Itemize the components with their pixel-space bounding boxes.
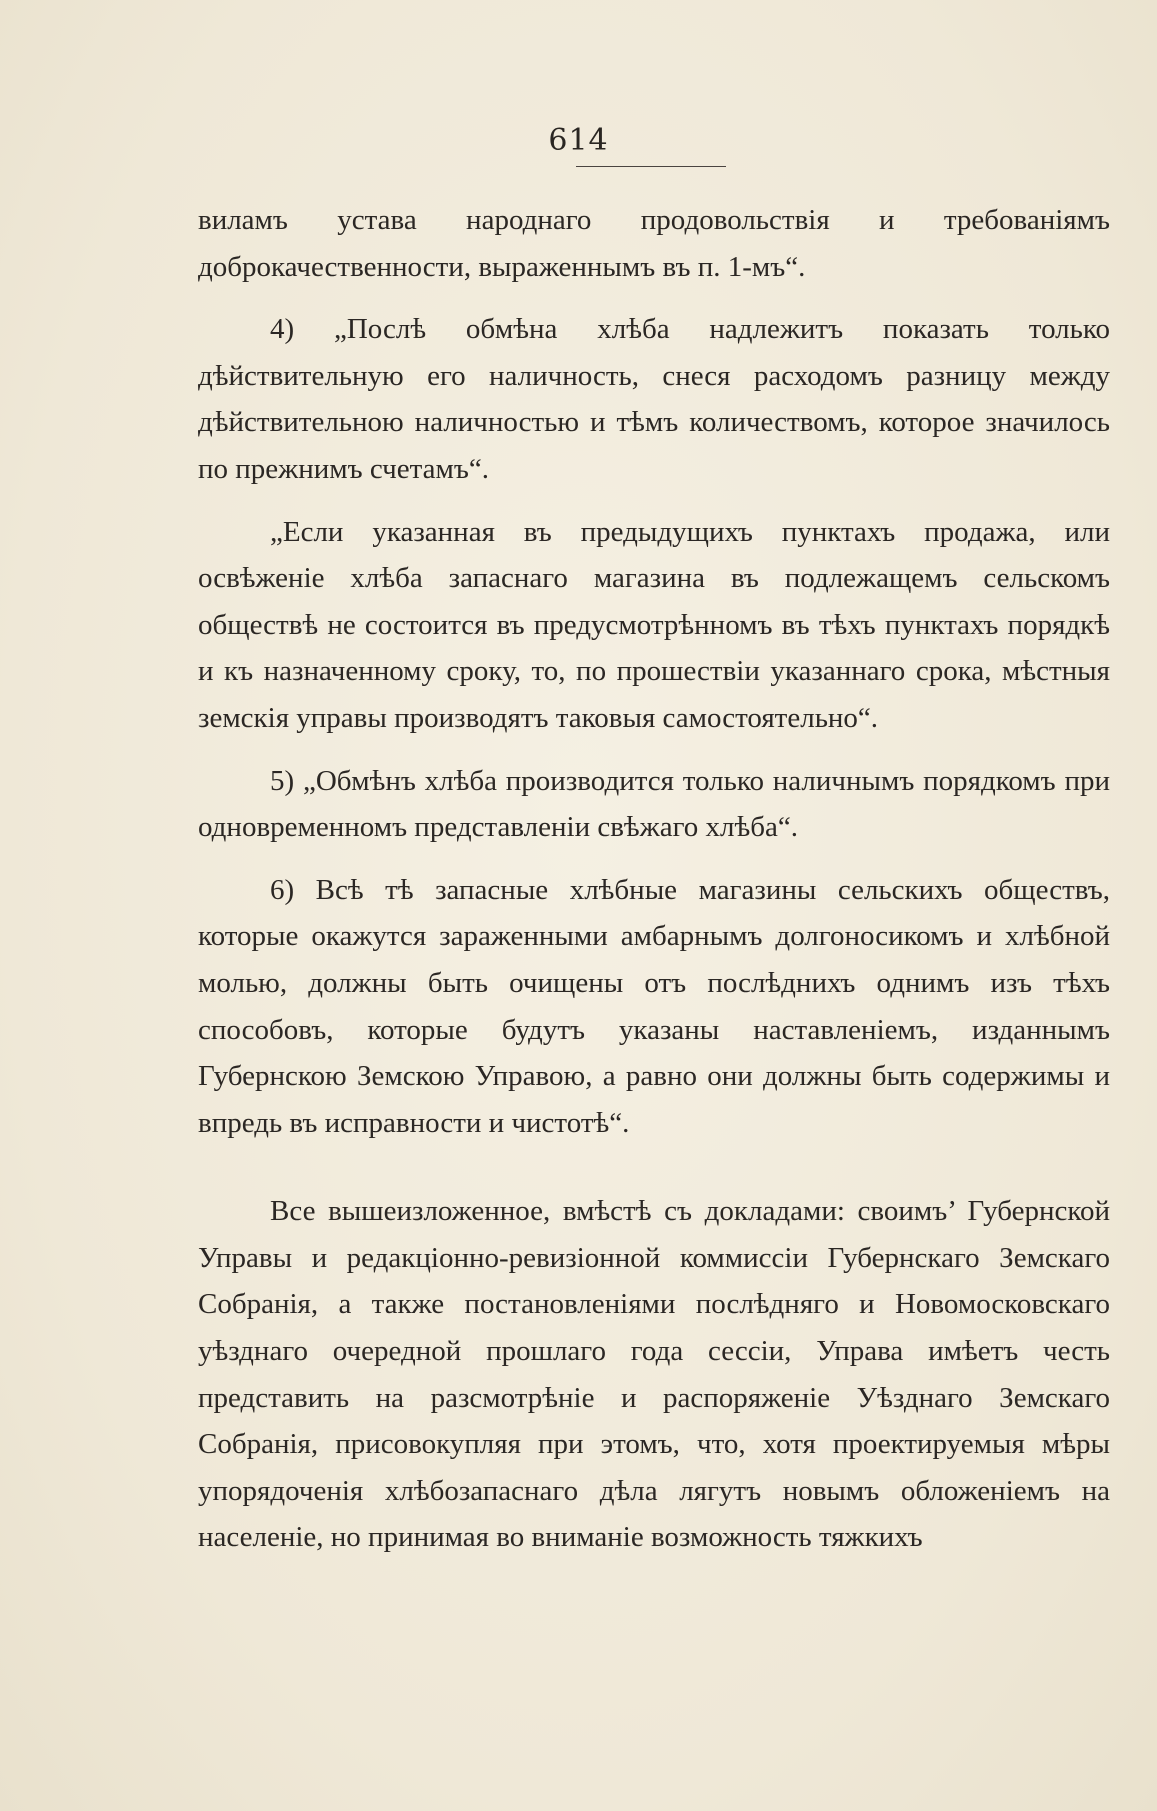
- paragraph-item-6: 6) Всѣ тѣ запасные хлѣбные магазины сельскихъ обществъ, которые окажутся зараженными амбарнымъ долгоносикомъ и хлѣбной молью, должны быть очищены отъ послѣднихъ однимъ изъ тѣхъ способовъ, которые будутъ указаны наставленіемъ, изданнымъ Губернскою Земскою Управою, а равно они должны быть содержимы и впредь въ исправности и чистотѣ“.: [198, 873, 1110, 1139]
- paragraph-conclusion: Все вышеизложенное, вмѣстѣ съ докладами: своимъ’ Губернской Управы и редакціонно-ревизіонной коммиссіи Губернскаго Земскаго Собранія, а также постановленіями послѣдняго и Новомосковскаго уѣзднаго очередной прошлаго года сессіи, Управа имѣетъ честь представить на разсмотрѣніе и распоряженіе Уѣзднаго Земскаго Собранія, присовокупляя при этомъ, что, хотя проектируемыя мѣры упорядоченія хлѣбозапаснаго дѣла лягутъ новымъ обложеніемъ на населеніе, но принимая во вниманіе возможность тяжкихъ: [198, 1195, 1110, 1554]
- page-number-rule: [576, 166, 726, 167]
- body-text: [198, 197, 1110, 1561]
- paragraph-continuation: виламъ устава народнаго продовольствія и требованіямъ доброкачественности, выраженнымъ въ п. 1-мъ“.: [198, 204, 1110, 283]
- page-number: 614: [548, 123, 609, 158]
- paragraph-item-4: 4) „Послѣ обмѣна хлѣба надлежитъ показать только дѣйствительную его наличность, снеся расходомъ разницу между дѣйствительною наличностью и тѣмъ количествомъ, которое значилось по прежнимъ счетамъ“.: [198, 313, 1110, 485]
- paragraph-item-4-continued: „Если указанная въ предыдущихъ пунктахъ продажа, или освѣженіе хлѣба запаснаго магазина въ подлежащемъ сельскомъ обществѣ не состоится въ предусмотрѣнномъ въ тѣхъ пунктахъ порядкѣ и къ назначенному сроку, то, по прошествіи указаннаго срока, мѣстныя земскія управы производятъ таковыя самостоятельно“.: [198, 515, 1110, 734]
- paragraph-item-5: 5) „Обмѣнъ хлѣба производится только наличнымъ порядкомъ при одновременномъ представленіи свѣжаго хлѣба“.: [198, 764, 1110, 844]
